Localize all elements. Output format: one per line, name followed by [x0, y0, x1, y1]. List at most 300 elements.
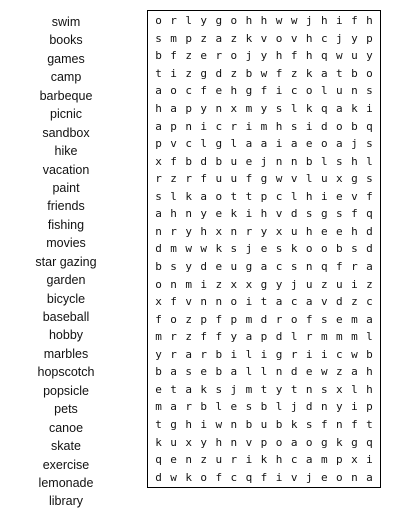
- grid-cell[interactable]: i: [245, 119, 253, 133]
- grid-cell[interactable]: i: [230, 347, 238, 361]
- grid-cell[interactable]: q: [320, 49, 328, 63]
- grid-cell[interactable]: y: [200, 14, 208, 28]
- grid-cell[interactable]: m: [155, 330, 162, 344]
- grid-cell[interactable]: l: [290, 330, 298, 344]
- grid-cell[interactable]: i: [260, 347, 268, 361]
- grid-cell[interactable]: a: [230, 365, 238, 379]
- grid-cell[interactable]: b: [336, 242, 343, 256]
- grid-cell[interactable]: k: [290, 242, 298, 256]
- grid-cell[interactable]: e: [320, 224, 328, 238]
- grid-cell[interactable]: l: [366, 330, 373, 344]
- grid-cell[interactable]: f: [336, 260, 343, 274]
- grid-cell[interactable]: k: [215, 242, 223, 256]
- grid-cell[interactable]: r: [290, 347, 298, 361]
- grid-cell[interactable]: z: [290, 66, 298, 80]
- grid-cell[interactable]: l: [305, 172, 313, 186]
- grid-cell[interactable]: u: [320, 172, 328, 186]
- grid-cell[interactable]: f: [366, 189, 373, 203]
- grid-cell[interactable]: j: [245, 49, 253, 63]
- grid-cell[interactable]: a: [320, 66, 328, 80]
- grid-cell[interactable]: e: [336, 224, 343, 238]
- grid-cell[interactable]: v: [245, 435, 253, 449]
- grid-cell[interactable]: d: [260, 312, 268, 326]
- grid-cell[interactable]: h: [155, 102, 162, 116]
- grid-cell[interactable]: o: [200, 470, 208, 484]
- grid-cell[interactable]: d: [290, 207, 298, 221]
- grid-cell[interactable]: z: [185, 312, 192, 326]
- grid-cell[interactable]: m: [320, 453, 328, 467]
- grid-cell[interactable]: e: [215, 207, 223, 221]
- grid-cell[interactable]: n: [275, 365, 283, 379]
- grid-cell[interactable]: x: [275, 224, 283, 238]
- grid-cell[interactable]: s: [305, 207, 313, 221]
- grid-cell[interactable]: t: [230, 189, 238, 203]
- grid-cell[interactable]: n: [155, 224, 162, 238]
- grid-cell[interactable]: r: [230, 119, 238, 133]
- grid-cell[interactable]: v: [185, 295, 192, 309]
- grid-cell[interactable]: i: [200, 119, 208, 133]
- grid-cell[interactable]: d: [155, 470, 162, 484]
- grid-cell[interactable]: n: [200, 295, 208, 309]
- grid-cell[interactable]: t: [155, 66, 162, 80]
- grid-cell[interactable]: q: [155, 453, 162, 467]
- grid-cell[interactable]: v: [170, 137, 177, 151]
- grid-cell[interactable]: p: [366, 400, 373, 414]
- grid-cell[interactable]: n: [185, 207, 192, 221]
- grid-cell[interactable]: h: [215, 435, 223, 449]
- grid-cell[interactable]: k: [185, 470, 192, 484]
- grid-cell[interactable]: r: [305, 330, 313, 344]
- grid-cell[interactable]: a: [260, 137, 268, 151]
- grid-cell[interactable]: a: [170, 365, 177, 379]
- grid-cell[interactable]: f: [200, 172, 208, 186]
- grid-cell[interactable]: s: [366, 137, 373, 151]
- grid-cell[interactable]: a: [366, 470, 373, 484]
- grid-cell[interactable]: h: [275, 119, 283, 133]
- grid-cell[interactable]: q: [366, 435, 373, 449]
- grid-cell[interactable]: m: [245, 312, 253, 326]
- grid-cell[interactable]: i: [320, 347, 328, 361]
- grid-cell[interactable]: s: [305, 418, 313, 432]
- grid-cell[interactable]: l: [245, 365, 253, 379]
- grid-cell[interactable]: t: [290, 382, 298, 396]
- grid-cell[interactable]: e: [336, 189, 343, 203]
- grid-cell[interactable]: o: [230, 295, 238, 309]
- grid-cell[interactable]: s: [275, 102, 283, 116]
- grid-cell[interactable]: k: [305, 66, 313, 80]
- grid-cell[interactable]: a: [366, 312, 373, 326]
- grid-cell[interactable]: m: [170, 242, 177, 256]
- grid-cell[interactable]: o: [275, 31, 283, 45]
- grid-cell[interactable]: s: [366, 172, 373, 186]
- grid-cell[interactable]: e: [305, 365, 313, 379]
- grid-cell[interactable]: a: [215, 31, 223, 45]
- grid-cell[interactable]: z: [200, 453, 208, 467]
- grid-cell[interactable]: k: [155, 435, 162, 449]
- grid-cell[interactable]: h: [366, 382, 373, 396]
- grid-cell[interactable]: n: [215, 102, 223, 116]
- grid-cell[interactable]: d: [305, 400, 313, 414]
- grid-cell[interactable]: a: [245, 137, 253, 151]
- grid-cell[interactable]: o: [290, 312, 298, 326]
- grid-cell[interactable]: j: [290, 400, 298, 414]
- grid-cell[interactable]: b: [260, 400, 268, 414]
- grid-cell[interactable]: g: [351, 435, 358, 449]
- grid-cell[interactable]: l: [170, 189, 177, 203]
- grid-cell[interactable]: o: [230, 14, 238, 28]
- grid-cell[interactable]: f: [200, 330, 208, 344]
- grid-cell[interactable]: v: [351, 189, 358, 203]
- grid-cell[interactable]: k: [245, 31, 253, 45]
- grid-cell[interactable]: k: [185, 189, 192, 203]
- grid-cell[interactable]: z: [320, 277, 328, 291]
- grid-cell[interactable]: m: [170, 31, 177, 45]
- grid-cell[interactable]: g: [351, 172, 358, 186]
- grid-cell[interactable]: m: [336, 330, 343, 344]
- grid-cell[interactable]: f: [260, 84, 268, 98]
- grid-cell[interactable]: q: [366, 207, 373, 221]
- grid-cell[interactable]: w: [185, 242, 192, 256]
- grid-cell[interactable]: w: [275, 14, 283, 28]
- grid-cell[interactable]: f: [215, 312, 223, 326]
- grid-cell[interactable]: i: [305, 347, 313, 361]
- grid-cell[interactable]: x: [215, 224, 223, 238]
- grid-cell[interactable]: l: [245, 347, 253, 361]
- grid-cell[interactable]: i: [200, 277, 208, 291]
- grid-cell[interactable]: m: [245, 102, 253, 116]
- grid-cell[interactable]: e: [200, 49, 208, 63]
- grid-cell[interactable]: n: [351, 470, 358, 484]
- grid-cell[interactable]: o: [275, 435, 283, 449]
- grid-cell[interactable]: q: [320, 260, 328, 274]
- grid-cell[interactable]: l: [290, 102, 298, 116]
- grid-cell[interactable]: m: [351, 330, 358, 344]
- grid-cell[interactable]: d: [275, 330, 283, 344]
- grid-cell[interactable]: u: [260, 418, 268, 432]
- grid-cell[interactable]: h: [230, 84, 238, 98]
- grid-cell[interactable]: j: [245, 242, 253, 256]
- grid-cell[interactable]: k: [336, 435, 343, 449]
- grid-cell[interactable]: h: [305, 189, 313, 203]
- grid-cell[interactable]: r: [215, 49, 223, 63]
- grid-cell[interactable]: d: [200, 260, 208, 274]
- grid-cell[interactable]: z: [185, 49, 192, 63]
- grid-cell[interactable]: f: [320, 418, 328, 432]
- grid-cell[interactable]: w: [290, 14, 298, 28]
- grid-cell[interactable]: g: [200, 66, 208, 80]
- grid-cell[interactable]: b: [200, 400, 208, 414]
- grid-cell[interactable]: l: [185, 14, 192, 28]
- grid-cell[interactable]: w: [215, 418, 223, 432]
- grid-cell[interactable]: z: [185, 66, 192, 80]
- grid-cell[interactable]: p: [200, 312, 208, 326]
- grid-cell[interactable]: w: [275, 172, 283, 186]
- grid-cell[interactable]: e: [230, 400, 238, 414]
- grid-cell[interactable]: n: [320, 400, 328, 414]
- grid-cell[interactable]: b: [351, 119, 358, 133]
- grid-cell[interactable]: f: [351, 418, 358, 432]
- grid-cell[interactable]: f: [275, 66, 283, 80]
- grid-cell[interactable]: i: [245, 295, 253, 309]
- grid-cell[interactable]: l: [320, 84, 328, 98]
- grid-cell[interactable]: x: [336, 382, 343, 396]
- grid-cell[interactable]: w: [320, 365, 328, 379]
- grid-cell[interactable]: e: [215, 84, 223, 98]
- grid-cell[interactable]: f: [351, 14, 358, 28]
- grid-cell[interactable]: k: [290, 418, 298, 432]
- grid-cell[interactable]: r: [170, 224, 177, 238]
- grid-cell[interactable]: u: [215, 172, 223, 186]
- grid-cell[interactable]: c: [230, 470, 238, 484]
- grid-cell[interactable]: f: [170, 295, 177, 309]
- grid-cell[interactable]: o: [320, 137, 328, 151]
- grid-cell[interactable]: n: [185, 119, 192, 133]
- grid-cell[interactable]: y: [336, 400, 343, 414]
- grid-cell[interactable]: x: [230, 277, 238, 291]
- grid-cell[interactable]: h: [170, 207, 177, 221]
- grid-cell[interactable]: m: [351, 312, 358, 326]
- grid-cell[interactable]: p: [336, 453, 343, 467]
- grid-cell[interactable]: b: [245, 418, 253, 432]
- grid-cell[interactable]: g: [245, 260, 253, 274]
- grid-cell[interactable]: j: [336, 31, 343, 45]
- grid-cell[interactable]: n: [275, 154, 283, 168]
- grid-cell[interactable]: s: [155, 31, 162, 45]
- grid-cell[interactable]: p: [366, 31, 373, 45]
- grid-cell[interactable]: i: [200, 418, 208, 432]
- grid-cell[interactable]: t: [366, 418, 373, 432]
- grid-cell[interactable]: c: [215, 119, 223, 133]
- grid-cell[interactable]: y: [275, 277, 283, 291]
- grid-cell[interactable]: e: [170, 453, 177, 467]
- grid-cell[interactable]: w: [336, 49, 343, 63]
- grid-cell[interactable]: i: [275, 84, 283, 98]
- grid-cell[interactable]: d: [290, 365, 298, 379]
- grid-cell[interactable]: x: [185, 435, 192, 449]
- grid-cell[interactable]: c: [185, 137, 192, 151]
- grid-cell[interactable]: j: [351, 137, 358, 151]
- grid-cell[interactable]: a: [336, 137, 343, 151]
- grid-cell[interactable]: t: [260, 295, 268, 309]
- grid-cell[interactable]: s: [351, 242, 358, 256]
- grid-cell[interactable]: u: [336, 277, 343, 291]
- grid-cell[interactable]: y: [230, 330, 238, 344]
- grid-cell[interactable]: g: [320, 435, 328, 449]
- grid-cell[interactable]: q: [366, 119, 373, 133]
- grid-cell[interactable]: h: [260, 14, 268, 28]
- grid-cell[interactable]: l: [230, 137, 238, 151]
- grid-cell[interactable]: i: [366, 102, 373, 116]
- grid-cell[interactable]: k: [230, 207, 238, 221]
- grid-cell[interactable]: b: [275, 418, 283, 432]
- grid-cell[interactable]: z: [200, 31, 208, 45]
- grid-cell[interactable]: z: [185, 330, 192, 344]
- grid-cell[interactable]: f: [200, 84, 208, 98]
- grid-cell[interactable]: s: [245, 400, 253, 414]
- grid-cell[interactable]: t: [170, 382, 177, 396]
- grid-cell[interactable]: r: [170, 14, 177, 28]
- grid-cell[interactable]: d: [215, 66, 223, 80]
- grid-cell[interactable]: c: [185, 84, 192, 98]
- grid-cell[interactable]: o: [320, 242, 328, 256]
- grid-cell[interactable]: x: [336, 172, 343, 186]
- grid-cell[interactable]: i: [245, 207, 253, 221]
- grid-cell[interactable]: o: [305, 242, 313, 256]
- grid-cell[interactable]: i: [351, 277, 358, 291]
- grid-cell[interactable]: s: [290, 119, 298, 133]
- grid-cell[interactable]: m: [245, 382, 253, 396]
- grid-cell[interactable]: o: [305, 84, 313, 98]
- grid-cell[interactable]: a: [275, 295, 283, 309]
- grid-cell[interactable]: j: [290, 277, 298, 291]
- grid-cell[interactable]: z: [230, 31, 238, 45]
- grid-cell[interactable]: a: [155, 84, 162, 98]
- grid-cell[interactable]: n: [170, 277, 177, 291]
- grid-cell[interactable]: l: [275, 400, 283, 414]
- grid-cell[interactable]: j: [230, 382, 238, 396]
- grid-cell[interactable]: s: [320, 382, 328, 396]
- grid-cell[interactable]: z: [366, 277, 373, 291]
- grid-cell[interactable]: r: [185, 172, 192, 186]
- grid-cell[interactable]: y: [260, 224, 268, 238]
- grid-cell[interactable]: a: [366, 260, 373, 274]
- grid-cell[interactable]: n: [351, 84, 358, 98]
- grid-cell[interactable]: g: [275, 347, 283, 361]
- grid-cell[interactable]: h: [351, 224, 358, 238]
- grid-cell[interactable]: v: [260, 31, 268, 45]
- grid-cell[interactable]: j: [305, 14, 313, 28]
- grid-cell[interactable]: h: [305, 31, 313, 45]
- grid-cell[interactable]: s: [155, 189, 162, 203]
- grid-cell[interactable]: r: [351, 260, 358, 274]
- grid-cell[interactable]: h: [305, 224, 313, 238]
- grid-cell[interactable]: t: [260, 382, 268, 396]
- grid-cell[interactable]: y: [200, 102, 208, 116]
- grid-cell[interactable]: b: [155, 260, 162, 274]
- grid-cell[interactable]: e: [336, 312, 343, 326]
- grid-cell[interactable]: r: [245, 224, 253, 238]
- grid-cell[interactable]: l: [215, 400, 223, 414]
- grid-cell[interactable]: m: [155, 400, 162, 414]
- grid-cell[interactable]: h: [275, 49, 283, 63]
- grid-cell[interactable]: h: [366, 365, 373, 379]
- grid-cell[interactable]: s: [366, 84, 373, 98]
- grid-cell[interactable]: r: [200, 347, 208, 361]
- grid-cell[interactable]: r: [185, 400, 192, 414]
- grid-cell[interactable]: b: [305, 154, 313, 168]
- grid-cell[interactable]: o: [170, 312, 177, 326]
- grid-cell[interactable]: a: [245, 330, 253, 344]
- grid-cell[interactable]: a: [155, 207, 162, 221]
- grid-cell[interactable]: a: [200, 189, 208, 203]
- grid-cell[interactable]: o: [305, 435, 313, 449]
- grid-cell[interactable]: m: [320, 330, 328, 344]
- grid-cell[interactable]: i: [275, 470, 283, 484]
- grid-cell[interactable]: b: [366, 347, 373, 361]
- grid-cell[interactable]: n: [230, 224, 238, 238]
- grid-cell[interactable]: l: [351, 382, 358, 396]
- grid-cell[interactable]: f: [260, 470, 268, 484]
- grid-cell[interactable]: a: [170, 400, 177, 414]
- grid-cell[interactable]: y: [351, 31, 358, 45]
- grid-cell[interactable]: x: [245, 277, 253, 291]
- grid-cell[interactable]: v: [290, 470, 298, 484]
- grid-cell[interactable]: e: [305, 137, 313, 151]
- grid-cell[interactable]: x: [230, 102, 238, 116]
- grid-cell[interactable]: z: [351, 295, 358, 309]
- grid-cell[interactable]: s: [290, 260, 298, 274]
- grid-cell[interactable]: e: [320, 470, 328, 484]
- grid-cell[interactable]: k: [351, 102, 358, 116]
- grid-cell[interactable]: o: [230, 49, 238, 63]
- grid-cell[interactable]: u: [305, 277, 313, 291]
- grid-cell[interactable]: l: [290, 189, 298, 203]
- grid-cell[interactable]: g: [215, 14, 223, 28]
- grid-cell[interactable]: o: [336, 119, 343, 133]
- grid-cell[interactable]: v: [275, 207, 283, 221]
- grid-cell[interactable]: e: [260, 242, 268, 256]
- grid-cell[interactable]: g: [320, 207, 328, 221]
- grid-cell[interactable]: u: [230, 154, 238, 168]
- grid-cell[interactable]: f: [351, 207, 358, 221]
- grid-cell[interactable]: e: [215, 260, 223, 274]
- grid-cell[interactable]: y: [260, 49, 268, 63]
- grid-cell[interactable]: h: [305, 49, 313, 63]
- grid-cell[interactable]: m: [185, 277, 192, 291]
- grid-cell[interactable]: s: [185, 365, 192, 379]
- grid-cell[interactable]: s: [215, 382, 223, 396]
- grid-cell[interactable]: h: [185, 418, 192, 432]
- grid-cell[interactable]: d: [336, 295, 343, 309]
- grid-cell[interactable]: n: [305, 382, 313, 396]
- grid-cell[interactable]: f: [170, 154, 177, 168]
- grid-cell[interactable]: o: [336, 470, 343, 484]
- grid-cell[interactable]: k: [260, 453, 268, 467]
- grid-cell[interactable]: p: [260, 435, 268, 449]
- grid-cell[interactable]: h: [245, 14, 253, 28]
- grid-cell[interactable]: a: [336, 102, 343, 116]
- grid-cell[interactable]: f: [215, 330, 223, 344]
- grid-cell[interactable]: p: [230, 312, 238, 326]
- grid-cell[interactable]: d: [200, 154, 208, 168]
- grid-cell[interactable]: h: [260, 207, 268, 221]
- grid-cell[interactable]: k: [305, 102, 313, 116]
- grid-cell[interactable]: z: [170, 172, 177, 186]
- grid-cell[interactable]: s: [275, 242, 283, 256]
- grid-cell[interactable]: a: [170, 102, 177, 116]
- grid-cell[interactable]: i: [170, 66, 177, 80]
- grid-cell[interactable]: f: [215, 470, 223, 484]
- grid-cell[interactable]: c: [290, 453, 298, 467]
- grid-cell[interactable]: b: [155, 365, 162, 379]
- grid-cell[interactable]: t: [245, 189, 253, 203]
- grid-cell[interactable]: c: [366, 295, 373, 309]
- grid-cell[interactable]: n: [230, 418, 238, 432]
- grid-cell[interactable]: p: [260, 189, 268, 203]
- grid-cell[interactable]: f: [245, 172, 253, 186]
- grid-cell[interactable]: v: [320, 295, 328, 309]
- grid-cell[interactable]: o: [366, 66, 373, 80]
- grid-cell[interactable]: f: [155, 312, 162, 326]
- grid-cell[interactable]: y: [275, 382, 283, 396]
- grid-cell[interactable]: n: [185, 453, 192, 467]
- grid-cell[interactable]: c: [290, 295, 298, 309]
- grid-cell[interactable]: k: [200, 382, 208, 396]
- grid-cell[interactable]: e: [245, 154, 253, 168]
- grid-cell[interactable]: l: [260, 365, 268, 379]
- grid-cell[interactable]: n: [305, 260, 313, 274]
- grid-cell[interactable]: c: [275, 260, 283, 274]
